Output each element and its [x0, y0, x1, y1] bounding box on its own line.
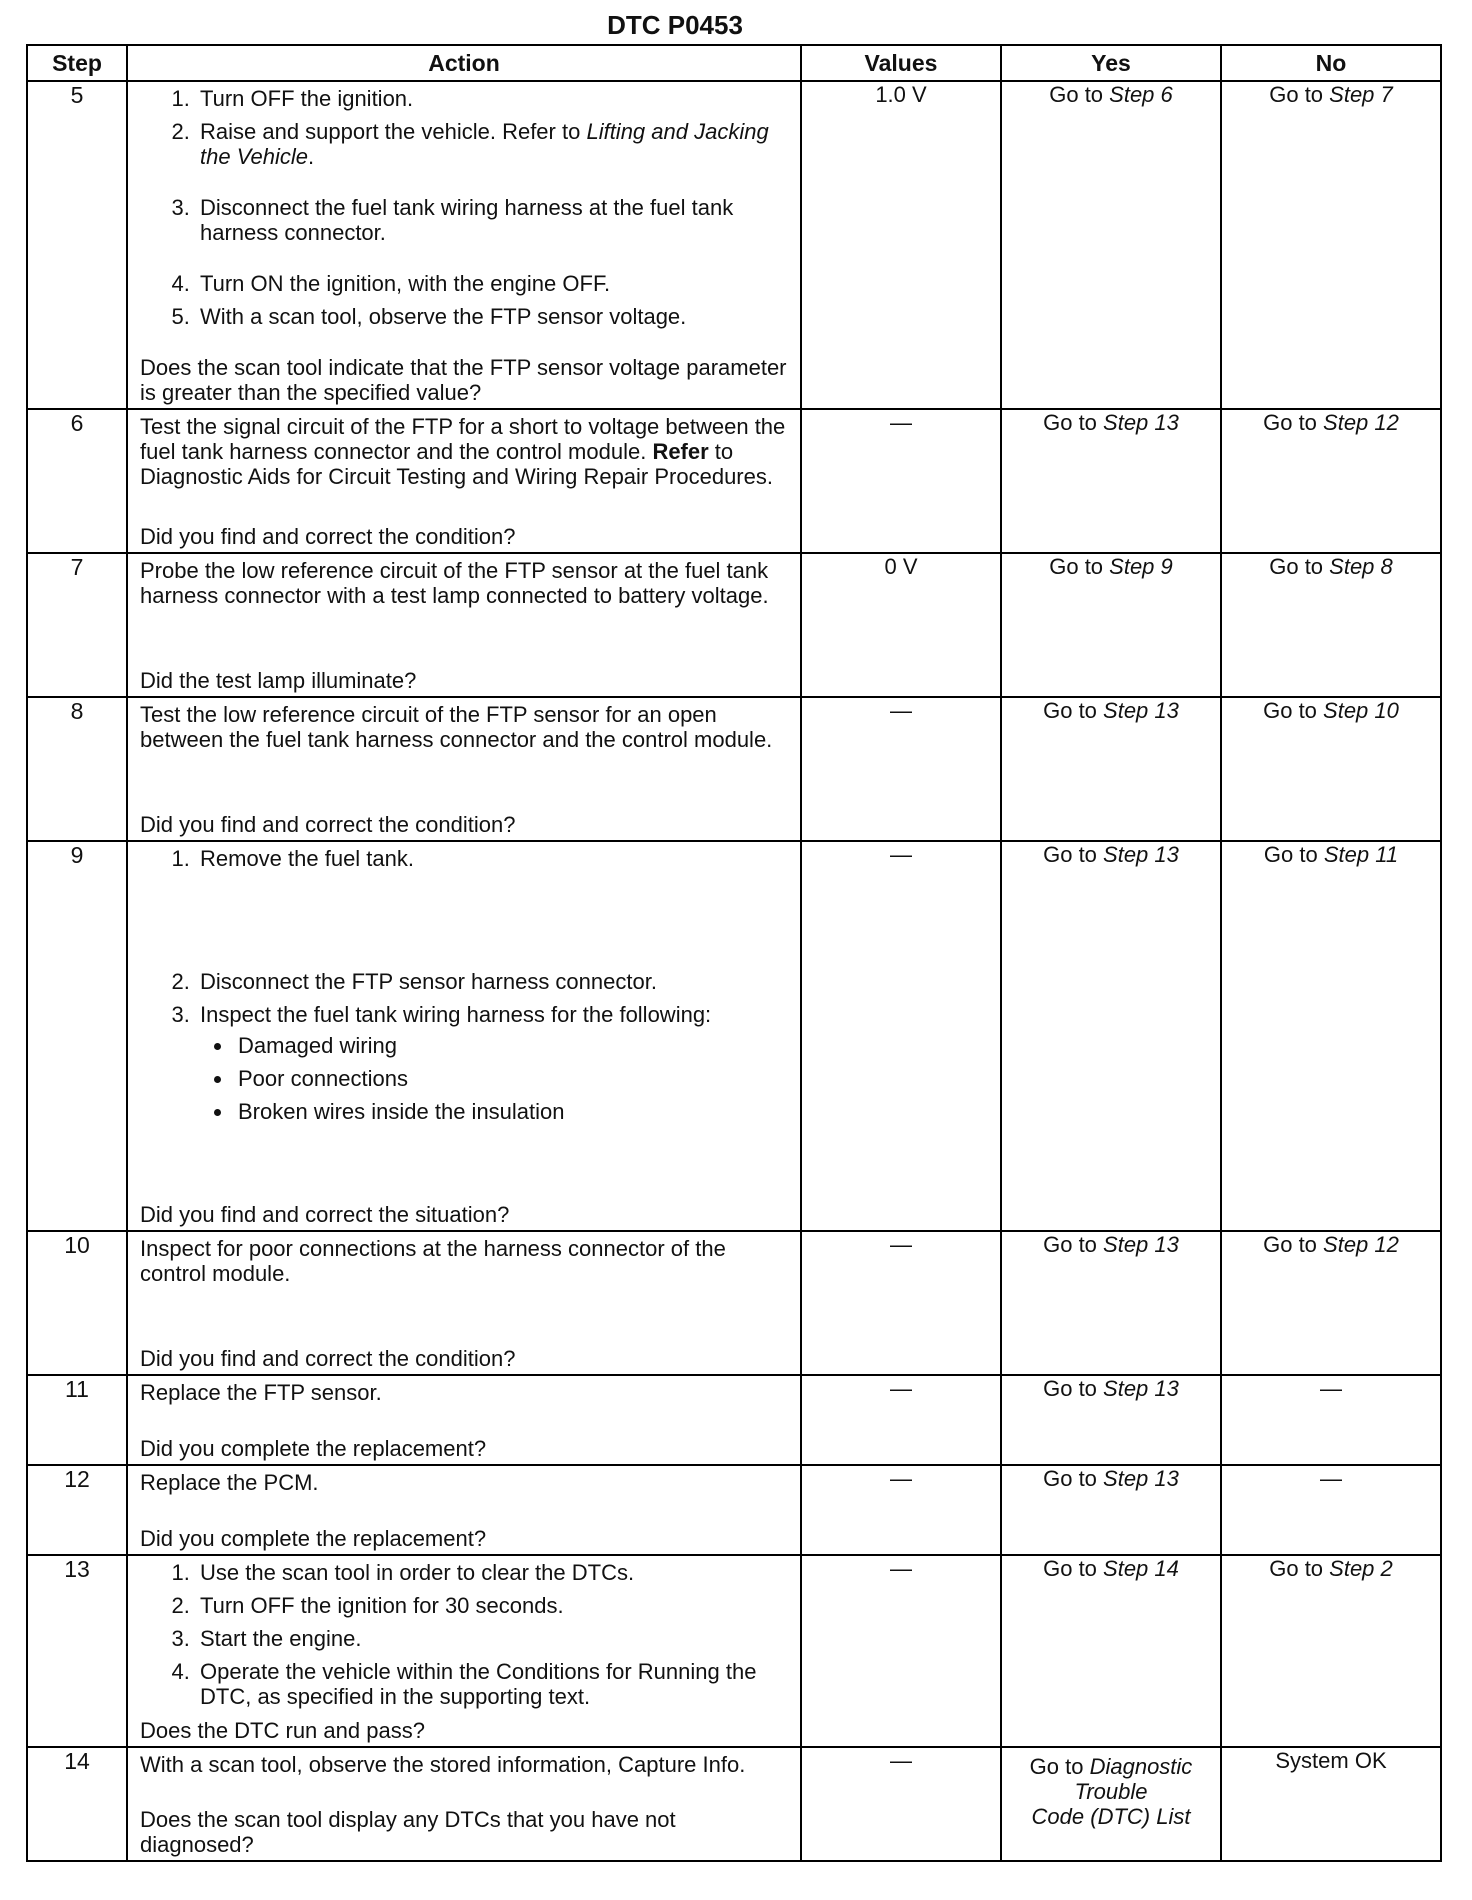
step-number: 7	[27, 553, 127, 697]
action-question: Did the test lamp illuminate?	[140, 668, 417, 693]
step-number: 8	[27, 697, 127, 841]
header-values: Values	[801, 45, 1001, 81]
yes-goto: Go to Step 14	[1043, 1556, 1179, 1581]
action-cell	[127, 553, 801, 697]
no-goto: Go to Step 11	[1263, 842, 1399, 867]
no-cell: —	[1221, 1465, 1441, 1555]
action-cell	[127, 409, 801, 553]
no-goto: Go to Step 7	[1269, 82, 1393, 107]
yes-cell	[1001, 81, 1221, 409]
action-text: Replace the FTP sensor.	[140, 1380, 382, 1405]
yes-cell	[1001, 1465, 1221, 1555]
step-number: 12	[27, 1465, 127, 1555]
header-row	[27, 45, 1441, 81]
value-cell: —	[801, 1747, 1001, 1861]
table-row-step-5	[27, 81, 1441, 409]
no-goto: Go to Step 10	[1263, 698, 1399, 723]
action-question: Did you find and correct the situation?	[140, 1202, 510, 1227]
action-question: Did you find and correct the condition?	[140, 524, 516, 549]
yes-goto: Go to Step 13	[1043, 1232, 1179, 1257]
yes-goto: Go to Step 6	[1049, 82, 1173, 107]
step-number: 10	[27, 1231, 127, 1375]
action-cell	[127, 697, 801, 841]
action-item: 4. Operate the vehicle within the Conditions for Running the DTC, as specified in the supporting text.	[196, 1659, 790, 1709]
yes-goto: Go to Diagnostic Trouble Code (DTC) List	[1029, 1754, 1193, 1829]
action-question: Did you complete the replacement?	[140, 1526, 487, 1551]
header-action: Action	[127, 45, 801, 81]
no-goto: Go to Step 8	[1269, 554, 1393, 579]
no-cell	[1221, 1231, 1441, 1375]
header-yes: Yes	[1001, 45, 1221, 81]
value-cell: 1.0 V	[801, 81, 1001, 409]
no-cell	[1221, 553, 1441, 697]
step-number: 11	[27, 1375, 127, 1465]
action-question: Does the scan tool display any DTCs that you have not diagnosed?	[140, 1807, 676, 1857]
yes-goto: Go to Step 13	[1043, 1466, 1179, 1491]
table-row-step-9	[27, 841, 1441, 1231]
action-item: 3. Disconnect the fuel tank wiring harness at the fuel tank harness connector.	[196, 195, 790, 245]
action-text: With a scan tool, observe the stored information, Capture Info.	[140, 1752, 746, 1777]
step-number: 13	[27, 1555, 127, 1747]
action-item: 5. With a scan tool, observe the FTP sensor voltage.	[196, 304, 790, 329]
no-cell: —	[1221, 1375, 1441, 1465]
table-row-step-12	[27, 1465, 1441, 1555]
yes-goto: Go to Step 13	[1043, 410, 1179, 435]
action-question: Did you find and correct the condition?	[140, 812, 516, 837]
no-cell	[1221, 409, 1441, 553]
action-item: 2. Disconnect the FTP sensor harness connector.	[196, 969, 790, 994]
table-row-step-13	[27, 1555, 1441, 1747]
value-cell: —	[801, 1375, 1001, 1465]
page-title: DTC P0453	[607, 10, 743, 40]
yes-cell	[1001, 1231, 1221, 1375]
action-question: Did you complete the replacement?	[140, 1436, 487, 1461]
value-cell: —	[801, 1555, 1001, 1747]
no-cell	[1221, 1747, 1441, 1861]
step-number: 6	[27, 409, 127, 553]
bullet-item: • Damaged wiring	[234, 1033, 790, 1058]
table-row-step-7	[27, 553, 1441, 697]
action-item: 1. Turn OFF the ignition.	[196, 86, 790, 111]
action-question: Did you find and correct the condition?	[140, 1346, 516, 1371]
yes-goto: Go to Step 9	[1049, 554, 1173, 579]
action-text: Test the signal circuit of the FTP for a short to voltage between the fuel tank harness connector and the control module. Refer to Diagnostic Aids for Circuit Testing and Wiring Repair Procedures.	[140, 414, 786, 489]
action-cell	[127, 1375, 801, 1465]
no-cell	[1221, 841, 1441, 1231]
value-cell: —	[801, 409, 1001, 553]
yes-cell	[1001, 841, 1221, 1231]
bullet-item: • Poor connections	[234, 1066, 790, 1091]
value-cell: —	[801, 1465, 1001, 1555]
action-cell	[127, 1465, 801, 1555]
yes-cell	[1001, 1747, 1221, 1861]
yes-goto: Go to Step 13	[1043, 1376, 1179, 1401]
yes-cell	[1001, 1375, 1221, 1465]
action-cell	[127, 1231, 801, 1375]
action-question: Does the scan tool indicate that the FTP sensor voltage parameter is greater than the specified value?	[140, 355, 787, 405]
action-text: Probe the low reference circuit of the FTP sensor at the fuel tank harness connector with a test lamp connected to battery voltage.	[140, 558, 769, 608]
procedure-reference: Lifting and Jacking the Vehicle	[200, 119, 769, 169]
no-goto: Go to Step 12	[1263, 1232, 1399, 1257]
action-item: 2. Turn OFF the ignition for 30 seconds.	[196, 1593, 790, 1618]
yes-cell	[1001, 1555, 1221, 1747]
action-item: 1. Use the scan tool in order to clear the DTCs.	[196, 1560, 790, 1585]
table-row-step-6	[27, 409, 1441, 553]
action-item: 4. Turn ON the ignition, with the engine OFF.	[196, 271, 790, 296]
yes-cell	[1001, 553, 1221, 697]
yes-goto: Go to Step 13	[1043, 698, 1179, 723]
table-row-step-14	[27, 1747, 1441, 1861]
action-item: 2. Raise and support the vehicle. Refer to Lifting and Jacking the Vehicle.	[196, 119, 790, 169]
step-number: 5	[27, 81, 127, 409]
action-cell	[127, 81, 801, 409]
yes-goto: Go to Step 13	[1043, 842, 1179, 867]
action-cell	[127, 841, 801, 1231]
yes-cell	[1001, 697, 1221, 841]
action-cell	[127, 1747, 801, 1861]
value-cell: —	[801, 1231, 1001, 1375]
step-number: 14	[27, 1747, 127, 1861]
yes-cell	[1001, 409, 1221, 553]
value-cell: —	[801, 697, 1001, 841]
no-goto: Go to Step 12	[1263, 410, 1399, 435]
no-goto: Go to Step 2	[1269, 1556, 1393, 1581]
table-row-step-8	[27, 697, 1441, 841]
action-text: Replace the PCM.	[140, 1470, 319, 1495]
action-text: Inspect for poor connections at the harness connector of the control module.	[140, 1236, 726, 1286]
table-row-step-11	[27, 1375, 1441, 1465]
bullet-item: • Broken wires inside the insulation	[234, 1099, 790, 1124]
action-item: 3. Inspect the fuel tank wiring harness for the following: • Damaged wiring • Poor connections • Broken wires inside the insulation	[196, 1002, 790, 1124]
no-status: System OK	[1275, 1748, 1387, 1773]
no-cell	[1221, 1555, 1441, 1747]
header-no: No	[1221, 45, 1441, 81]
step-number: 9	[27, 841, 127, 1231]
no-cell	[1221, 697, 1441, 841]
no-cell	[1221, 81, 1441, 409]
diagnostic-table	[26, 44, 1442, 1862]
action-question: Does the DTC run and pass?	[140, 1718, 425, 1743]
action-item: 1. Remove the fuel tank.	[196, 846, 790, 871]
table-row-step-10	[27, 1231, 1441, 1375]
value-cell: —	[801, 841, 1001, 1231]
value-cell: 0 V	[801, 553, 1001, 697]
header-step: Step	[27, 45, 127, 81]
action-item: 3. Start the engine.	[196, 1626, 790, 1651]
action-cell	[127, 1555, 801, 1747]
action-text: Test the low reference circuit of the FTP sensor for an open between the fuel tank harness connector and the control module.	[140, 702, 773, 752]
